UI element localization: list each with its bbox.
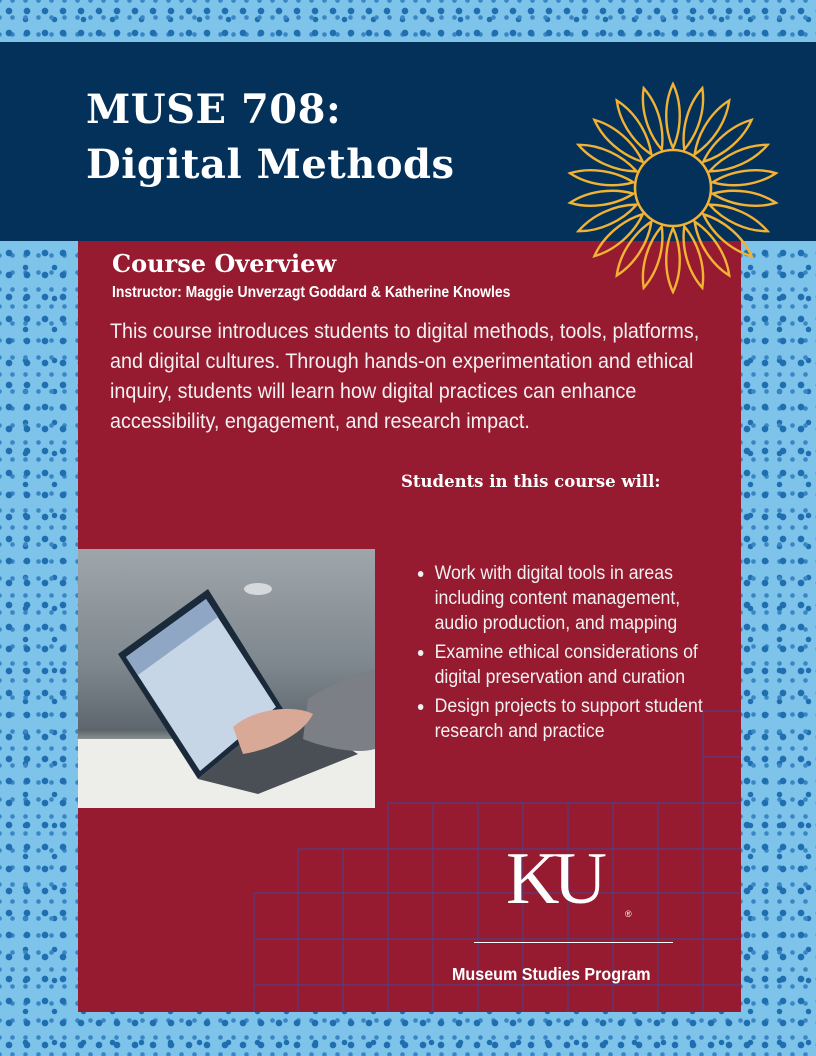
course-title [86,82,455,192]
outcomes-heading: Students in this course will: [401,472,661,491]
sunflower-petal [666,84,680,148]
content-panel [78,241,741,1012]
registered-mark: ® [625,909,632,919]
instructor-line: Instructor: Maggie Unverzagt Goddard & Katherine Knowles [112,284,511,301]
list-item: Work with digital tools in areas including content management, audio production, and mapping [416,561,714,636]
overview-heading: Course Overview [112,249,337,278]
outcomes-list [416,561,736,748]
course-title-line2: Digital Methods [86,141,455,188]
sunflower-petal [678,224,709,289]
program-name: Museum Studies Program [452,964,651,984]
sunflower-petal [637,224,668,289]
ku-logo: KU [506,838,601,920]
divider [474,942,673,943]
course-description: This course introduces students to digital methods, tools, platforms, and digital cultures. Through hands-on experimentation and ethical inquiry, students will learn how digital practices can enhance accessibility, engagement, and research impact. [110,320,700,433]
laptop-photo [78,549,375,808]
sunflower-petal [678,86,709,151]
list-item: Examine ethical considerations of digital preservation and curation [416,640,714,690]
course-title-line1: MUSE 708: [86,86,342,133]
list-item: Design projects to support student research and practice [416,694,714,744]
sunflower-icon [563,78,783,298]
sunflower-petal [666,228,680,292]
sunflower-petal [637,86,668,151]
